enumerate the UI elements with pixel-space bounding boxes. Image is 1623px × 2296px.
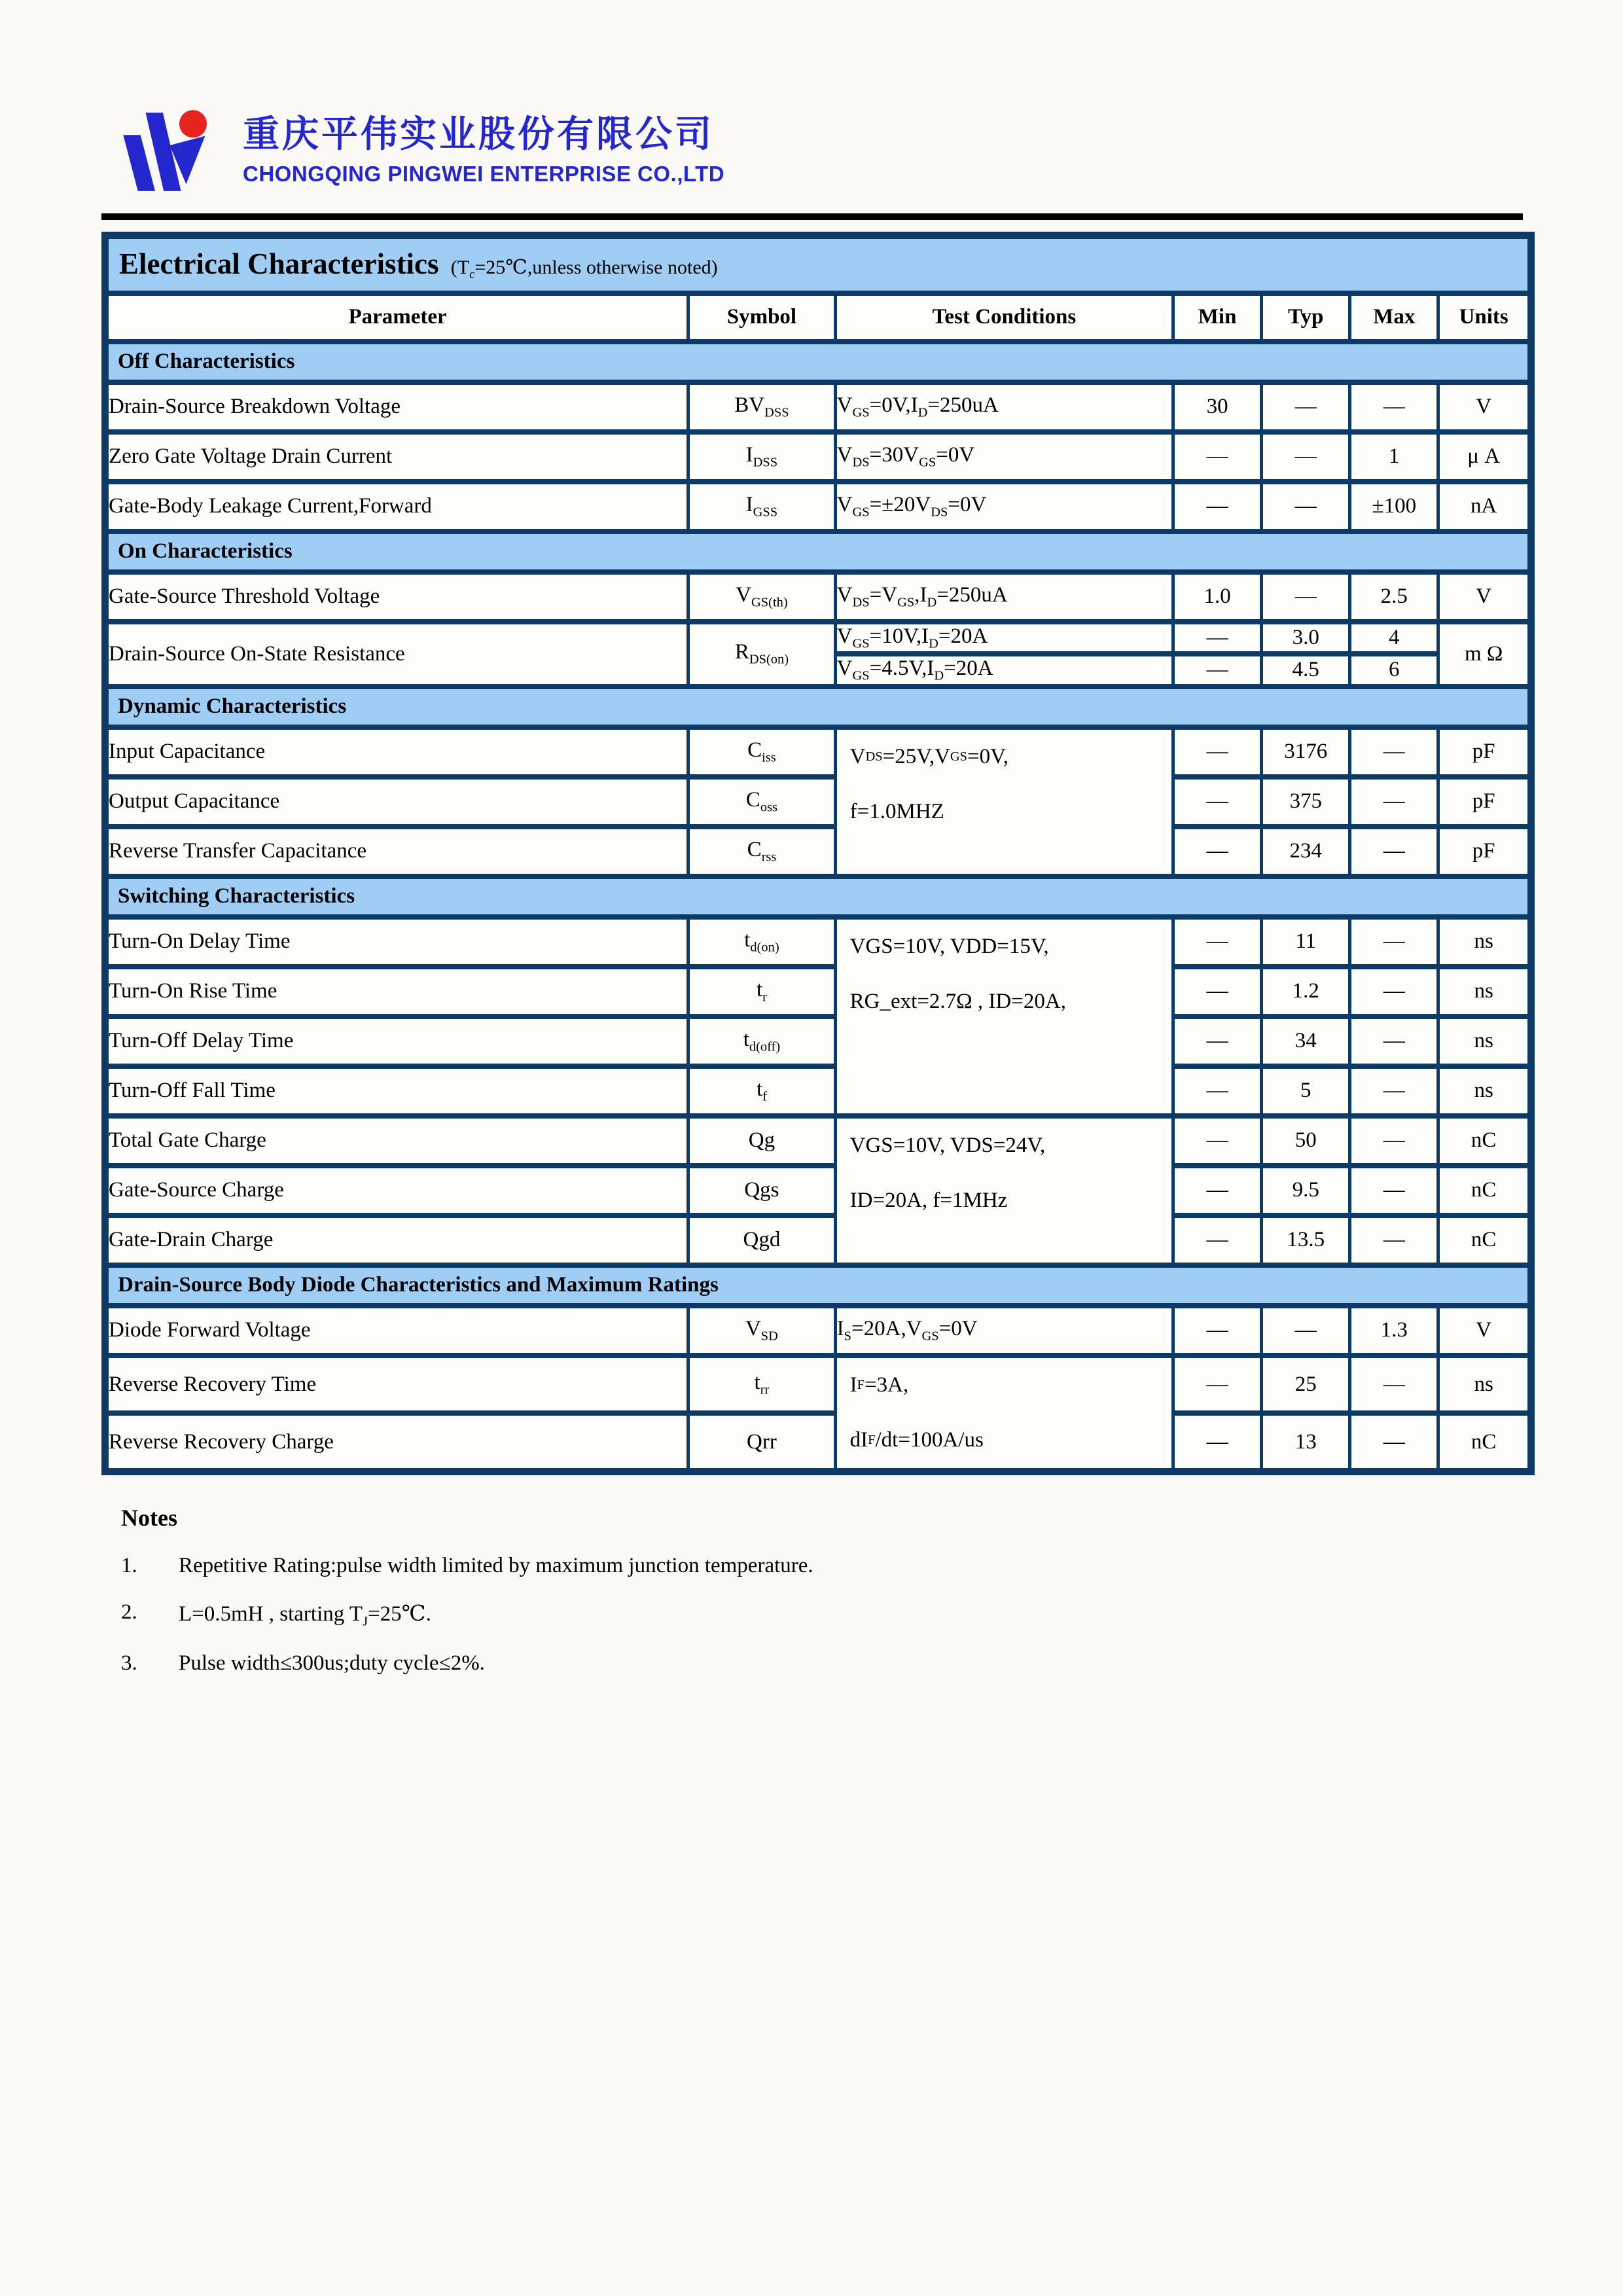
cell-max: 1 bbox=[1350, 432, 1438, 482]
note-number: 2. bbox=[121, 1600, 137, 1624]
table-row-rdson-1 bbox=[105, 622, 1531, 655]
cell-units: pF bbox=[1438, 827, 1531, 876]
cell-parameter: Turn-On Delay Time bbox=[105, 917, 688, 967]
cell-parameter: Total Gate Charge bbox=[105, 1116, 688, 1166]
test-condition-line: RG_ext=2.7Ω , ID=20A, bbox=[849, 990, 1066, 1014]
note-item bbox=[121, 1554, 1535, 1578]
note-item bbox=[121, 1600, 1535, 1630]
cell-typ: — bbox=[1262, 1306, 1350, 1355]
cell-min: — bbox=[1173, 622, 1262, 655]
column-header-row bbox=[105, 293, 1531, 342]
cell-symbol: $R_{DS(on)}$ bbox=[688, 622, 835, 687]
test-condition-line: dI F /dt=100A/us bbox=[849, 1428, 984, 1452]
table-row-trr bbox=[105, 1355, 1531, 1414]
company-names bbox=[243, 115, 724, 187]
test-condition-line: f=1.0MHZ bbox=[849, 800, 944, 824]
table-row-tdoff bbox=[105, 1016, 1531, 1066]
note-text: Repetitive Rating:pulse width limited by maximum junction temperature. bbox=[179, 1553, 813, 1577]
cell-symbol: $C_{rss}$ bbox=[688, 827, 835, 876]
cell-max: 1.3 bbox=[1350, 1306, 1438, 1355]
section-switching-characteristics bbox=[105, 876, 1531, 917]
electrical-characteristics-table bbox=[101, 232, 1535, 1475]
table-title-note: ($T_c=25℃,unless$ otherwise noted) bbox=[450, 257, 718, 282]
section-label: Switching Characteristics bbox=[105, 876, 1531, 917]
cell-units: V bbox=[1438, 382, 1531, 432]
cell-parameter: Gate-Body Leakage Current,Forward bbox=[105, 482, 688, 531]
cell-test-conditions bbox=[835, 727, 1173, 876]
company-name-en: CHONGQING PINGWEI ENTERPRISE CO.,LTD bbox=[243, 161, 725, 186]
cell-max: — bbox=[1350, 1215, 1438, 1265]
table-row-qgd bbox=[105, 1215, 1531, 1265]
cell-min: — bbox=[1173, 967, 1262, 1016]
cell-min: — bbox=[1173, 1306, 1262, 1355]
cell-min: — bbox=[1173, 917, 1262, 967]
cell-symbol: $C_{oss}$ bbox=[688, 777, 835, 827]
col-header-parameter: Parameter bbox=[105, 293, 688, 342]
cell-typ: — bbox=[1262, 482, 1350, 531]
table-row-tf bbox=[105, 1066, 1531, 1116]
table-row-idss bbox=[105, 432, 1531, 482]
cell-symbol: $I_{DSS}$ bbox=[688, 432, 835, 482]
cell-min: — bbox=[1173, 1215, 1262, 1265]
cell-parameter: Drain-Source On-State Resistance bbox=[105, 622, 688, 687]
cell-units: V bbox=[1438, 1306, 1531, 1355]
col-header-symbol: Symbol bbox=[688, 293, 835, 342]
company-header bbox=[120, 98, 1535, 203]
cell-max: — bbox=[1350, 827, 1438, 876]
cell-typ: — bbox=[1262, 572, 1350, 622]
cell-symbol: Qg bbox=[688, 1116, 835, 1166]
cell-min: — bbox=[1173, 1016, 1262, 1066]
cell-typ: 375 bbox=[1262, 777, 1350, 827]
test-condition-line: ID=20A, f=1MHz bbox=[849, 1189, 1008, 1213]
cell-units: nC bbox=[1438, 1166, 1531, 1215]
cell-test-conditions bbox=[835, 1116, 1173, 1265]
cell-symbol: $V_{GS(th)}$ bbox=[688, 572, 835, 622]
cell-units: pF bbox=[1438, 777, 1531, 827]
table-row-vsd bbox=[105, 1306, 1531, 1355]
cell-test-conditions: $V_{GS}=4.5V,I_D=20A$ bbox=[835, 654, 1173, 687]
company-name-cn: 重庆平伟实业股份有限公司 bbox=[243, 113, 714, 156]
cell-units: ns bbox=[1438, 967, 1531, 1016]
cell-parameter: Gate-Source Charge bbox=[105, 1166, 688, 1215]
cell-test-conditions: $I_S=20A,V_{GS}=0V$ bbox=[835, 1306, 1173, 1355]
cell-symbol: Qgs bbox=[688, 1166, 835, 1215]
cell-max: — bbox=[1350, 1166, 1438, 1215]
cell-typ: 50 bbox=[1262, 1116, 1350, 1166]
cell-max: — bbox=[1350, 1413, 1438, 1471]
cell-max: — bbox=[1350, 967, 1438, 1016]
cell-symbol: Qgd bbox=[688, 1215, 835, 1265]
cell-test-conditions: $V_{GS}=10V,I_D=20A$ bbox=[835, 622, 1173, 655]
cell-units: ns bbox=[1438, 917, 1531, 967]
cell-max: — bbox=[1350, 382, 1438, 432]
cell-symbol: $BV_{DSS}$ bbox=[688, 382, 835, 432]
cell-symbol: $I_{GSS}$ bbox=[688, 482, 835, 531]
col-header-units: Units bbox=[1438, 293, 1531, 342]
cell-min: — bbox=[1173, 1066, 1262, 1116]
section-label: Drain-Source Body Diode Characteristics and Maximum Ratings bbox=[105, 1265, 1531, 1306]
note-number: 1. bbox=[121, 1553, 137, 1577]
col-header-test-conditions: Test Conditions bbox=[835, 293, 1173, 342]
cell-typ: — bbox=[1262, 382, 1350, 432]
table-title-row bbox=[105, 236, 1531, 293]
cell-test-conditions: $V_{DS}=30V_{GS}=0V$ bbox=[835, 432, 1173, 482]
cell-min: — bbox=[1173, 1116, 1262, 1166]
cell-units: m Ω bbox=[1438, 622, 1531, 687]
cell-units: pF bbox=[1438, 727, 1531, 777]
cell-min: — bbox=[1173, 654, 1262, 687]
table-row-bvdss bbox=[105, 382, 1531, 432]
cell-test-conditions bbox=[835, 1355, 1173, 1472]
section-off-characteristics bbox=[105, 342, 1531, 382]
cell-symbol: $t_{d(off)}$ bbox=[688, 1016, 835, 1066]
cell-parameter: Turn-Off Delay Time bbox=[105, 1016, 688, 1066]
cell-min: — bbox=[1173, 727, 1262, 777]
cell-typ: 25 bbox=[1262, 1355, 1350, 1414]
cell-units: ns bbox=[1438, 1066, 1531, 1116]
notes-section bbox=[121, 1504, 1535, 1676]
cell-typ: 5 bbox=[1262, 1066, 1350, 1116]
cell-parameter: Reverse Recovery Time bbox=[105, 1355, 688, 1414]
table-row-crss bbox=[105, 827, 1531, 876]
cell-parameter: Turn-On Rise Time bbox=[105, 967, 688, 1016]
cell-units: nC bbox=[1438, 1215, 1531, 1265]
cell-min: — bbox=[1173, 1355, 1262, 1414]
cell-typ: 13 bbox=[1262, 1413, 1350, 1471]
section-label: Off Characteristics bbox=[105, 342, 1531, 382]
col-header-min: Min bbox=[1173, 293, 1262, 342]
cell-min: 30 bbox=[1173, 382, 1262, 432]
note-number: 3. bbox=[121, 1651, 137, 1676]
cell-parameter: Zero Gate Voltage Drain Current bbox=[105, 432, 688, 482]
section-dynamic-characteristics bbox=[105, 687, 1531, 727]
cell-units: V bbox=[1438, 572, 1531, 622]
note-text: Pulse width≤300us;duty cycle≤2%. bbox=[179, 1651, 485, 1676]
cell-units: nA bbox=[1438, 482, 1531, 531]
cell-test-conditions: $V_{GS}=\pm 20V_{DS}=0V$ bbox=[835, 482, 1173, 531]
cell-max: — bbox=[1350, 777, 1438, 827]
test-condition-line: VGS=10V, VDS=24V, bbox=[849, 1134, 1046, 1158]
note-item bbox=[121, 1651, 1535, 1676]
cell-symbol: $t_{rr}$ bbox=[688, 1355, 835, 1414]
col-header-typ: Typ bbox=[1262, 293, 1350, 342]
cell-typ: 3.0 bbox=[1262, 622, 1350, 655]
cell-max: 2.5 bbox=[1350, 572, 1438, 622]
cell-symbol: $V_{SD}$ bbox=[688, 1306, 835, 1355]
cell-max: — bbox=[1350, 917, 1438, 967]
header-rule bbox=[101, 213, 1523, 220]
cell-symbol: $C_{iss}$ bbox=[688, 727, 835, 777]
cell-max: — bbox=[1350, 1066, 1438, 1116]
cell-units: μ A bbox=[1438, 432, 1531, 482]
cell-parameter: Drain-Source Breakdown Voltage bbox=[105, 382, 688, 432]
cell-typ: 9.5 bbox=[1262, 1166, 1350, 1215]
cell-symbol: Qrr bbox=[688, 1413, 835, 1471]
table-title: Electrical Characteristics bbox=[119, 247, 439, 281]
table-row-qg bbox=[105, 1116, 1531, 1166]
test-condition-line: V DS =25V,V GS =0V, bbox=[849, 745, 1008, 769]
page-content bbox=[101, 0, 1535, 1676]
table-row-ciss bbox=[105, 727, 1531, 777]
cell-units: nC bbox=[1438, 1116, 1531, 1166]
cell-min: — bbox=[1173, 432, 1262, 482]
cell-test-conditions bbox=[835, 917, 1173, 1116]
cell-typ: — bbox=[1262, 432, 1350, 482]
table-row-qrr bbox=[105, 1413, 1531, 1471]
cell-parameter: Gate-Source Threshold Voltage bbox=[105, 572, 688, 622]
section-label: On Characteristics bbox=[105, 531, 1531, 572]
cell-typ: 4.5 bbox=[1262, 654, 1350, 687]
cell-typ: 11 bbox=[1262, 917, 1350, 967]
cell-max: — bbox=[1350, 1355, 1438, 1414]
cell-test-conditions: $V_{GS}=0V,I_D=250uA$ bbox=[835, 382, 1173, 432]
cell-parameter: Diode Forward Voltage bbox=[105, 1306, 688, 1355]
table-row-tr bbox=[105, 967, 1531, 1016]
cell-max: — bbox=[1350, 1016, 1438, 1066]
table-row-qgs bbox=[105, 1166, 1531, 1215]
cell-min: — bbox=[1173, 1166, 1262, 1215]
cell-max: 6 bbox=[1350, 654, 1438, 687]
cell-min: — bbox=[1173, 1413, 1262, 1471]
section-label: Dynamic Characteristics bbox=[105, 687, 1531, 727]
cell-symbol: $t_{d(on)}$ bbox=[688, 917, 835, 967]
section-on-characteristics bbox=[105, 531, 1531, 572]
cell-min: 1.0 bbox=[1173, 572, 1262, 622]
note-text: L=0.5mH , starting $T_J=25℃$. bbox=[179, 1602, 431, 1629]
cell-parameter: Reverse Transfer Capacitance bbox=[105, 827, 688, 876]
cell-symbol: $t_f$ bbox=[688, 1066, 835, 1116]
cell-typ: 1.2 bbox=[1262, 967, 1350, 1016]
cell-typ: 34 bbox=[1262, 1016, 1350, 1066]
cell-parameter: Gate-Drain Charge bbox=[105, 1215, 688, 1265]
cell-min: — bbox=[1173, 482, 1262, 531]
cell-min: — bbox=[1173, 827, 1262, 876]
test-condition-line: VGS=10V, VDD=15V, bbox=[849, 935, 1049, 959]
table-title-cell bbox=[105, 236, 1531, 293]
table-row-tdon bbox=[105, 917, 1531, 967]
cell-parameter: Reverse Recovery Charge bbox=[105, 1413, 688, 1471]
cell-parameter: Turn-Off Fall Time bbox=[105, 1066, 688, 1116]
cell-min: — bbox=[1173, 777, 1262, 827]
cell-units: ns bbox=[1438, 1355, 1531, 1414]
notes-heading: Notes bbox=[121, 1504, 177, 1531]
cell-test-conditions: $V_{DS}=V_{GS},I_D=250uA$ bbox=[835, 572, 1173, 622]
pingwei-logo-icon bbox=[120, 107, 223, 194]
cell-max: — bbox=[1350, 1116, 1438, 1166]
test-condition-line: I F =3A, bbox=[849, 1373, 909, 1397]
cell-parameter: Input Capacitance bbox=[105, 727, 688, 777]
section-body-diode bbox=[105, 1265, 1531, 1306]
cell-max: 4 bbox=[1350, 622, 1438, 655]
cell-parameter: Output Capacitance bbox=[105, 777, 688, 827]
table-row-coss bbox=[105, 777, 1531, 827]
cell-max: ±100 bbox=[1350, 482, 1438, 531]
table-row-igss bbox=[105, 482, 1531, 531]
cell-typ: 234 bbox=[1262, 827, 1350, 876]
table-row-vgsth bbox=[105, 572, 1531, 622]
cell-units: ns bbox=[1438, 1016, 1531, 1066]
cell-max: — bbox=[1350, 727, 1438, 777]
cell-symbol: $t_r$ bbox=[688, 967, 835, 1016]
cell-typ: 3176 bbox=[1262, 727, 1350, 777]
col-header-max: Max bbox=[1350, 293, 1438, 342]
cell-units: nC bbox=[1438, 1413, 1531, 1471]
cell-typ: 13.5 bbox=[1262, 1215, 1350, 1265]
